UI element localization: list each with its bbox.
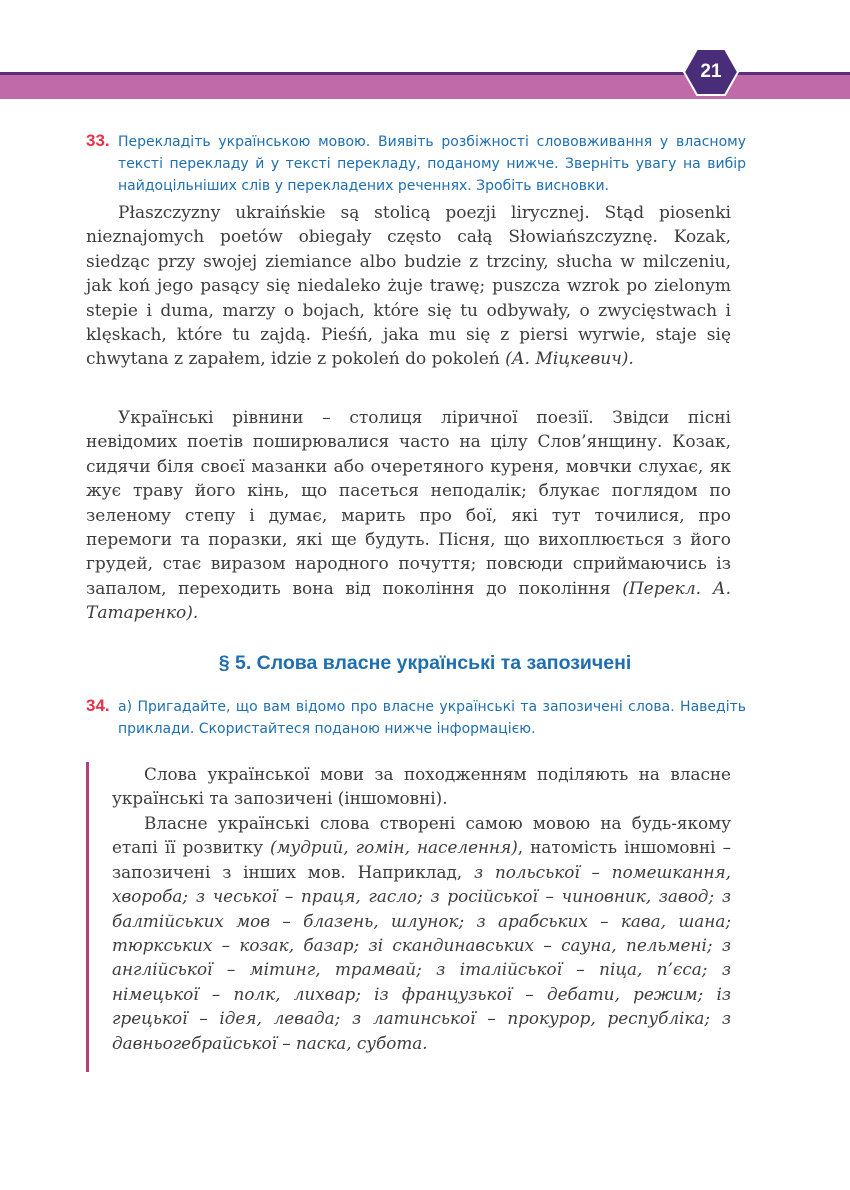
rule-text: Власне українські слова створені самою мовою на будь-якому етапі її розвитку <box>112 813 731 858</box>
polish-text-source: (А. Міцкевич). <box>505 349 634 370</box>
polish-text <box>86 201 731 372</box>
rule-border <box>86 762 89 1072</box>
ukrainian-translation <box>86 406 731 626</box>
translation-source: (Перекл. А. Татаренко). <box>86 578 731 624</box>
translation-body: Українські рівнини – столиця ліричної поезії. Звідси пісні невідомих поетів поширювалися часто на цілу Слов’янщину. Козак, сидячи біля своєї мазанки або очеретяного куреня, мовчки слухає, як жує траву його кінь, що пасеться неподалік; блукає поглядом по зеленому степу і думає, марить про бої, які тут точилися, про перемоги та поразки, які ще будуть. Пісня, що вихоплюється з його грудей, стає виразом народного почуття; повсюди сприймаючись із запалом, переходить вона від покоління до покоління <box>86 408 731 599</box>
task-number: 33. <box>86 131 110 150</box>
task-33 <box>86 131 746 197</box>
rule-examples: (мудрий, гомін, населення) <box>270 837 518 858</box>
section-title: § 5. Слова власне українські та запозичені <box>218 652 632 674</box>
rule-text: , натомість іншомовні – запозичені з інших мов. Наприклад, <box>112 837 731 882</box>
task-number: 34. <box>86 696 110 715</box>
rule-paragraph-1: Слова української мови за походженням поділяють на власне українські та запозичені (іншомовні). <box>112 764 731 809</box>
rule-paragraph-2 <box>112 811 731 1055</box>
polish-text-body: Płaszczyzny ukraińskie są stolicą poezji lirycznej. Stąd piosenki nieznajomych poetów obiegały często całą Słowiańszczyznę. Kozak, siedząc przy swojej ziemiance albo budzie z trzciny, słucha w milczeniu, jak koń jego pasący się niedaleko żuje trawę; puszcza wzrok po zielonym stepie i duma, marzy o bojach, które się tu odbywały, o zwycięstwach i klęskach, które tu zajdą. Pieśń, jaka mu się z piersi wyrwie, staje się chwytana z zapałem, idzie z pokoleń do pokoleń <box>86 203 731 370</box>
task-instruction: а) Пригадайте, що вам відомо про власне українські та запозичені слова. Наведіть приклади. Скористайтеся поданою нижче інформацією. <box>118 699 746 737</box>
task-instruction: Перекладіть українською мовою. Виявіть розбіжності слововживання у власному тексті перекладу й у тексті перекладу, поданому нижче. Зверніть увагу на вибір найдоцільніших слів у перекладених реченнях. Зробіть висновки. <box>118 134 746 194</box>
page-number: 21 <box>700 61 722 82</box>
page-number-badge <box>683 48 739 96</box>
rule-examples: з польської – помешкання, хвороба; з чеської – праця, гасло; з російської – чиновник, завод; з балтійських мов – блазень, шлунок; з арабських – кава, шана; тюркських – козак, базар; зі скандинавських – сауна, пельмені; з англійської – мітинг, трамвай; з італійської – піца, п’єса; з німецької – полк, лихвар; із французької – дебати, режим; із грецької – ідея, левада; з латинської – прокурор, республіка; з давньогебрайської – паска, субота. <box>112 861 731 1053</box>
task-34 <box>86 696 746 740</box>
